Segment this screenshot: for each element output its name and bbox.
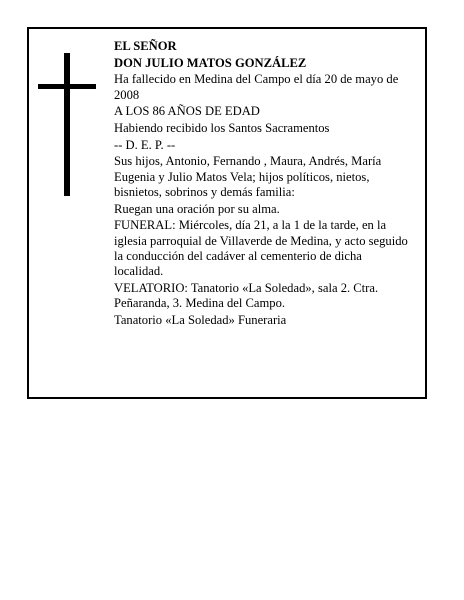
- title-line-1: EL SEÑOR: [114, 39, 177, 53]
- family-statement: Sus hijos, Antonio, Fernando , Maura, Andrés, María Eugenia y Julio Matos Vela; hijos políticos, nietos, bisnietos, sobrinos y demás familia:: [114, 154, 382, 200]
- cross-horizontal-bar: [38, 84, 96, 89]
- cross-vertical-bar: [64, 53, 70, 196]
- funeral-home: Tanatorio «La Soledad» Funeraria: [114, 312, 287, 327]
- deceased-name: DON JULIO MATOS GONZÁLEZ: [114, 55, 307, 70]
- wake-details: VELATORIO: Tanatorio «La Soledad», sala 2. Ctra. Peñaranda, 3. Medina del Campo.: [114, 280, 379, 311]
- rip-statement: -- D. E. P. --: [114, 137, 176, 152]
- obituary-text: [114, 39, 412, 330]
- death-statement: Ha fallecido en Medina del Campo el día 20 de mayo de 2008: [114, 72, 399, 102]
- age-statement: A LOS 86 AÑOS DE EDAD: [114, 104, 260, 119]
- funeral-details: FUNERAL: Miércoles, día 21, a la 1 de la tarde, en la iglesia parroquial de Villaverde de Medina, y acto seguido la conducción del cadáver al cementerio de dicha localidad.: [114, 218, 408, 279]
- sacraments-statement: Habiendo recibido los Santos Sacramentos: [114, 121, 330, 136]
- prayer-request: Ruegan una oración por su alma.: [114, 201, 280, 216]
